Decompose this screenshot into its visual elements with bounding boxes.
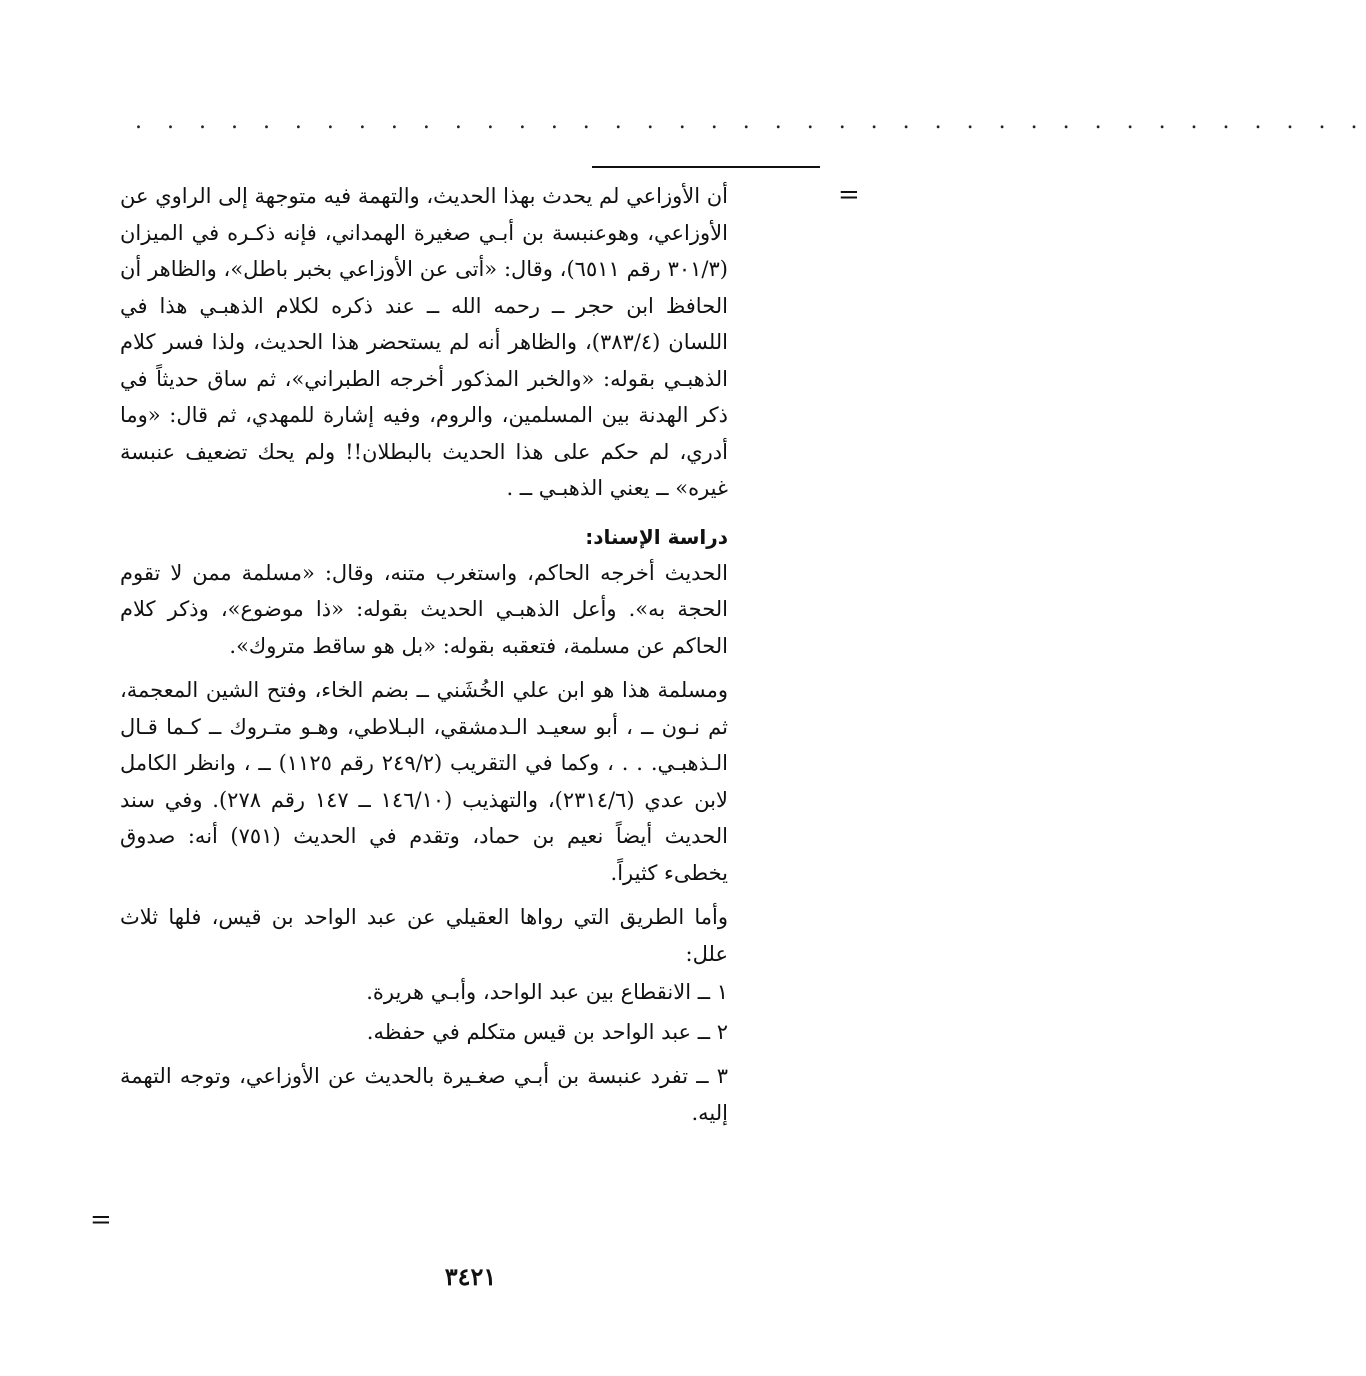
header-dotted-line: . . . . . . . . . . . . . . . . . . . . . . . . . . . . . . . . . . . . . . . bbox=[135, 109, 1366, 134]
paragraph-3: وأما الطريق التي رواها العقيلي عن عبد الواحد بن قيس، فلها ثلاث علل: bbox=[120, 905, 728, 966]
continuation-marker-top: = bbox=[838, 180, 860, 210]
list-item: ٢ ــ عبد الواحد بن قيس متكلم في حفظه. bbox=[366, 1020, 728, 1044]
footnote-text: أن الأوزاعي لم يحدث بهذا الحديث، والتهمة فيه متوجهة إلى الراوي عن الأوزاعي، وهوعنبسة بن أبـي صغيرة الهمداني، فإنه ذكـره في الميزان (٣٠١/٣ رقم ٦٥١١)، وقال: «أتى عن الأوزاعي بخبر باطل»، والظاهر أن الحافظ ابن حجر ــ رحمه الله ــ عند ذكره لكلام الذهبـي هذا في اللسان (٣٨٣/٤)، والظاهر أنه لم يستحضر هذا الحديث، ولذا فسر كلام الذهبـي بقوله: «والخبر المذكور أخرجه الطبراني»، ثم ساق حديثاً في ذكر الهدنة بين المسلمين، والروم، وفيه إشارة للمهدي، ثم قال: «وما أدري، لم حكم على هذا الحديث بالبطلان!! ولم يحك تضعيف عنبسة غيره» ــ يعني الذهبـي ــ . bbox=[120, 184, 729, 500]
paragraph-2: ومسلمة هذا هو ابن علي الخُشَني ــ بضم الخاء، وفتح الشين المعجمة، ثم نـون ــ ، أبو سعيـد الـدمشقي، البـلاطي، وهـو متـروك ــ كـما قـال الـذهبـي. . . ، وكما في التقريب (٢٤٩/٢ رقم ١١٢٥) ــ ، وانظر الكامل لابن عدي (٢٣١٤/٦)، والتهذيب (١٤٦/١٠ ــ ١٤٧ رقم ٢٧٨). وفي سند الحديث أيضاً نعيم بن حماد، وتقدم في الحديث (٧٥١) أنه: صدوق يخطىء كثيراً. bbox=[120, 678, 728, 885]
footnote-separator-rule bbox=[592, 166, 820, 168]
paragraph-1: الحديث أخرجه الحاكم، واستغرب متنه، وقال: «مسلمة ممن لا تقوم الحجة به». وأعل الذهبـي الحديث بقوله: «ذا موضوع»، وذكر كلام الحاكم عن مسلمة، فتعقبه بقوله: «بل هو ساقط متروك». bbox=[120, 560, 728, 658]
list-item: ١ ــ الانقطاع بين عبد الواحد، وأبـي هريرة. bbox=[366, 980, 728, 1004]
page-body bbox=[120, 178, 728, 1131]
list-item: ٣ ــ تفرد عنبسة بن أبـي صغـيرة بالحديث عن الأوزاعي، وتوجه التهمة إليه. bbox=[120, 1064, 728, 1125]
continuation-marker-bottom: = bbox=[90, 1205, 112, 1235]
page-number: ٣٤٢١ bbox=[444, 1262, 497, 1291]
section-heading: دراسة الإسناد: bbox=[585, 524, 728, 549]
